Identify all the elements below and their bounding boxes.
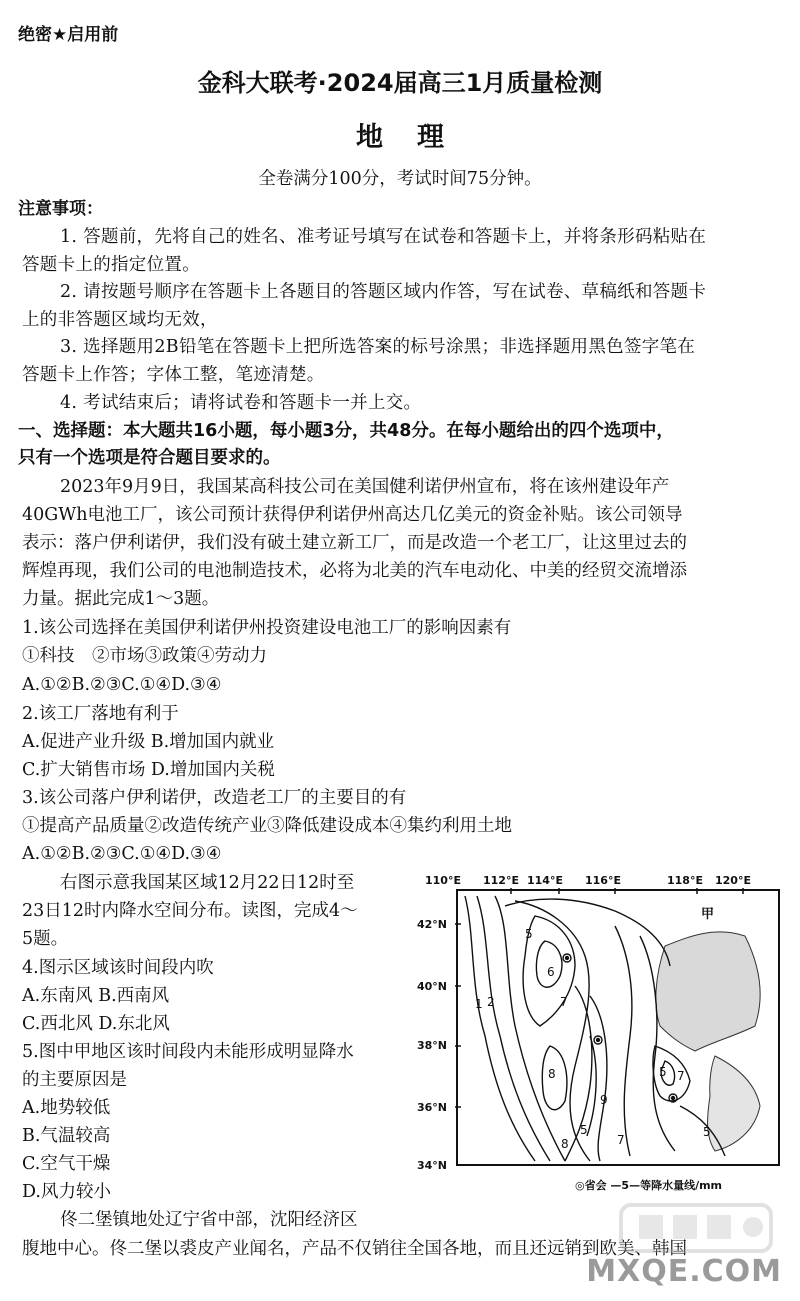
question-2-answers: A.促进产业升级 B.增加国内就业 [22,732,275,752]
notice-line: 答题卡上作答；字体工整，笔迹清楚。 [22,365,325,385]
secret-label: 绝密★启用前 [18,25,119,45]
region-jia-label: 甲 [701,907,715,922]
contour-label: 9 [600,1093,608,1107]
lon-label: 120°E [715,874,751,887]
question-3-answers: A.①②B.②③C.①④D.③④ [22,844,222,864]
question-5: 5.图中甲地区该时间段内未能形成明显降水 [22,1042,354,1062]
exam-title: 金科大联考·2024届高三1月质量检测 [197,69,603,97]
contour-label: 6 [547,965,555,979]
question-4-answers: A.东南风 B.西南风 [22,986,170,1006]
notice-title: 注意事项： [18,199,103,219]
question-1-options: ①科技 ②市场③政策④劳动力 [22,646,267,666]
passage-line: 23日12时内降水空间分布。读图，完成4～ [22,901,358,921]
contour-label: 1 [475,997,483,1011]
score-info: 全卷满分100分，考试时间75分钟。 [258,169,542,189]
contour-label: 7 [560,995,568,1009]
passage-line: 腹地中心。佟二堡以裘皮产业闻名，产品不仅销往全国各地，而且还远销到欧美、韩国 [22,1239,687,1259]
passage-line: 40GWh电池工厂，该公司预计获得伊利诺伊州高达几亿美元的资金补贴。该公司领导 [22,505,683,525]
question-4-answers: C.西北风 D.东北风 [22,1014,170,1034]
lon-label: 118°E [667,874,703,887]
passage-line: 2023年9月9日，我国某高科技公司在美国健利诺伊州宣布，将在该州建设年产 [60,477,670,497]
map-legend: ◎省会 —5—等降水量线/mm [575,1179,723,1192]
notice-line: 3. 选择题用2B铅笔在答题卡上把所选答案的标号涂黑；非选择题用黑色签字笔在 [60,337,696,357]
question-5-option-b: B.气温较高 [22,1126,111,1146]
question-2: 2.该工厂落地有利于 [22,704,179,724]
precipitation-map [415,866,787,1196]
question-3: 3.该公司落户伊利诺伊，改造老工厂的主要目的有 [22,788,407,808]
contour-label: 5 [659,1065,667,1079]
contour-label: 8 [561,1137,569,1151]
question-2-answers: C.扩大销售市场 D.增加国内关税 [22,760,275,780]
question-5-option-a: A.地势较低 [22,1098,111,1118]
notice-line: 4. 考试结束后；请将试卷和答题卡一并上交。 [60,393,422,413]
lat-label: 34°N [417,1159,448,1172]
lat-label: 42°N [417,918,448,931]
lat-label: 40°N [417,980,448,993]
lon-label: 112°E [483,874,519,887]
question-1: 1.该公司选择在美国伊利诺伊州投资建设电池工厂的影响因素有 [22,618,512,638]
passage-line: 力量。据此完成1～3题。 [22,589,220,609]
notice-line: 2. 请按题号顺序在答题卡上各题目的答题区域内作答，写在试卷、草稿纸和答题卡 [60,282,707,302]
passage-line: 右图示意我国某区域12月22日12时至 [60,873,355,893]
section-heading: 一、选择题：本大题共16小题，每小题3分，共48分。在每小题给出的四个选项中， [18,421,674,441]
contour-label: 5 [703,1125,711,1139]
question-3-options: ①提高产品质量②改造传统产业③降低建设成本④集约利用土地 [22,816,512,836]
contour-label: 7 [677,1069,685,1083]
question-4: 4.图示区域该时间段内吹 [22,958,214,978]
contour-label: 8 [548,1067,556,1081]
contour-label: 7 [617,1133,625,1147]
lat-label: 36°N [417,1101,448,1114]
lon-label: 116°E [585,874,621,887]
notice-line: 1. 答题前，先将自己的姓名、准考证号填写在试卷和答题卡上，并将条形码粘贴在 [60,227,707,247]
question-5-option-d: D.风力较小 [22,1182,111,1202]
lon-label: 110°E [425,874,461,887]
notice-line: 答题卡上的指定位置。 [22,255,200,275]
watermark-text: MXQE.COM [586,1254,782,1289]
passage-line: 5题。 [22,929,69,949]
subject-title: 地理 [356,122,478,153]
question-1-answers: A.①②B.②③C.①④D.③④ [22,675,222,695]
contour-label: 5 [525,927,533,941]
question-5: 的主要原因是 [22,1070,127,1090]
notice-line: 上的非答题区域均无效， [22,310,218,330]
question-5-option-c: C.空气干燥 [22,1154,111,1174]
passage-line: 表示：落户伊利诺伊，我们没有破土建立新工厂，而是改造一个老工厂，让这里过去的 [22,533,687,553]
section-heading: 只有一个选项是符合题目要求的。 [18,448,281,468]
contour-label: 2 [487,995,495,1009]
passage-line: 佟二堡镇地处辽宁省中部，沈阳经济区 [60,1210,358,1230]
contour-label: 5 [580,1123,588,1137]
lat-label: 38°N [417,1039,448,1052]
lon-label: 114°E [527,874,563,887]
passage-line: 辉煌再现，我们公司的电池制造技术，必将为北美的汽车电动化、中美的经贸交流增添 [22,561,687,581]
